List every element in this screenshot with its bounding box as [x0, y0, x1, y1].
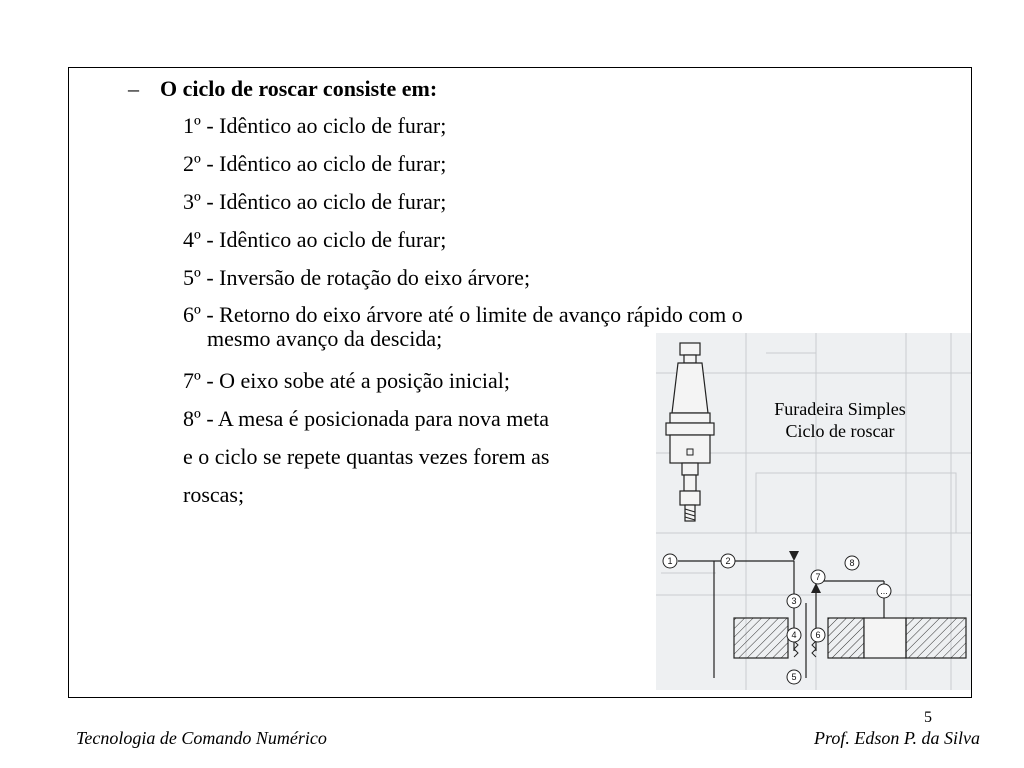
step-label-5: 5: [791, 672, 797, 682]
list-item-7: 7º - O eixo sobe até a posição inicial;: [183, 368, 510, 393]
list-item-6-line1: 6º - Retorno do eixo árvore até o limite de avanço rápido com o: [183, 302, 743, 327]
page-number: 5: [924, 709, 932, 726]
heading-bullet: –: [128, 76, 139, 101]
step-label-2: 2: [725, 556, 731, 566]
diagram-drawing: [656, 333, 971, 690]
step-label-4: 4: [791, 630, 797, 640]
list-item-10: roscas;: [183, 482, 245, 507]
tapping-cycle-diagram: [656, 333, 971, 690]
list-item-8: 8º - A mesa é posicionada para nova meta: [183, 406, 550, 431]
list-item-6-line2: mesmo avanço da descida;: [207, 326, 443, 351]
list-item-9: e o ciclo se repete quantas vezes forem as: [183, 444, 550, 469]
list-item-4: 4º - Idêntico ao ciclo de furar;: [183, 227, 447, 252]
step-label-8: 8: [849, 558, 855, 568]
diagram-title-line1: Furadeira Simples: [774, 399, 906, 419]
list-item-1: 1º - Idêntico ao ciclo de furar;: [183, 113, 447, 138]
step-label-1: 1: [667, 556, 673, 566]
footer-course-title: Tecnologia de Comando Numérico: [76, 728, 327, 748]
step-label-more: ...: [880, 586, 888, 596]
step-label-7: 7: [815, 572, 821, 582]
step-label-6: 6: [815, 630, 821, 640]
list-item-3: 3º - Idêntico ao ciclo de furar;: [183, 189, 447, 214]
heading-text: O ciclo de roscar consiste em:: [160, 76, 438, 101]
list-item-5: 5º - Inversão de rotação do eixo árvore;: [183, 265, 531, 290]
footer-author: Prof. Edson P. da Silva: [814, 728, 980, 748]
diagram-title-line2: Ciclo de roscar: [785, 421, 895, 441]
diagram-title: [740, 398, 940, 442]
slide-heading: [128, 76, 437, 102]
list-item-2: 2º - Idêntico ao ciclo de furar;: [183, 151, 447, 176]
step-label-3: 3: [791, 596, 797, 606]
